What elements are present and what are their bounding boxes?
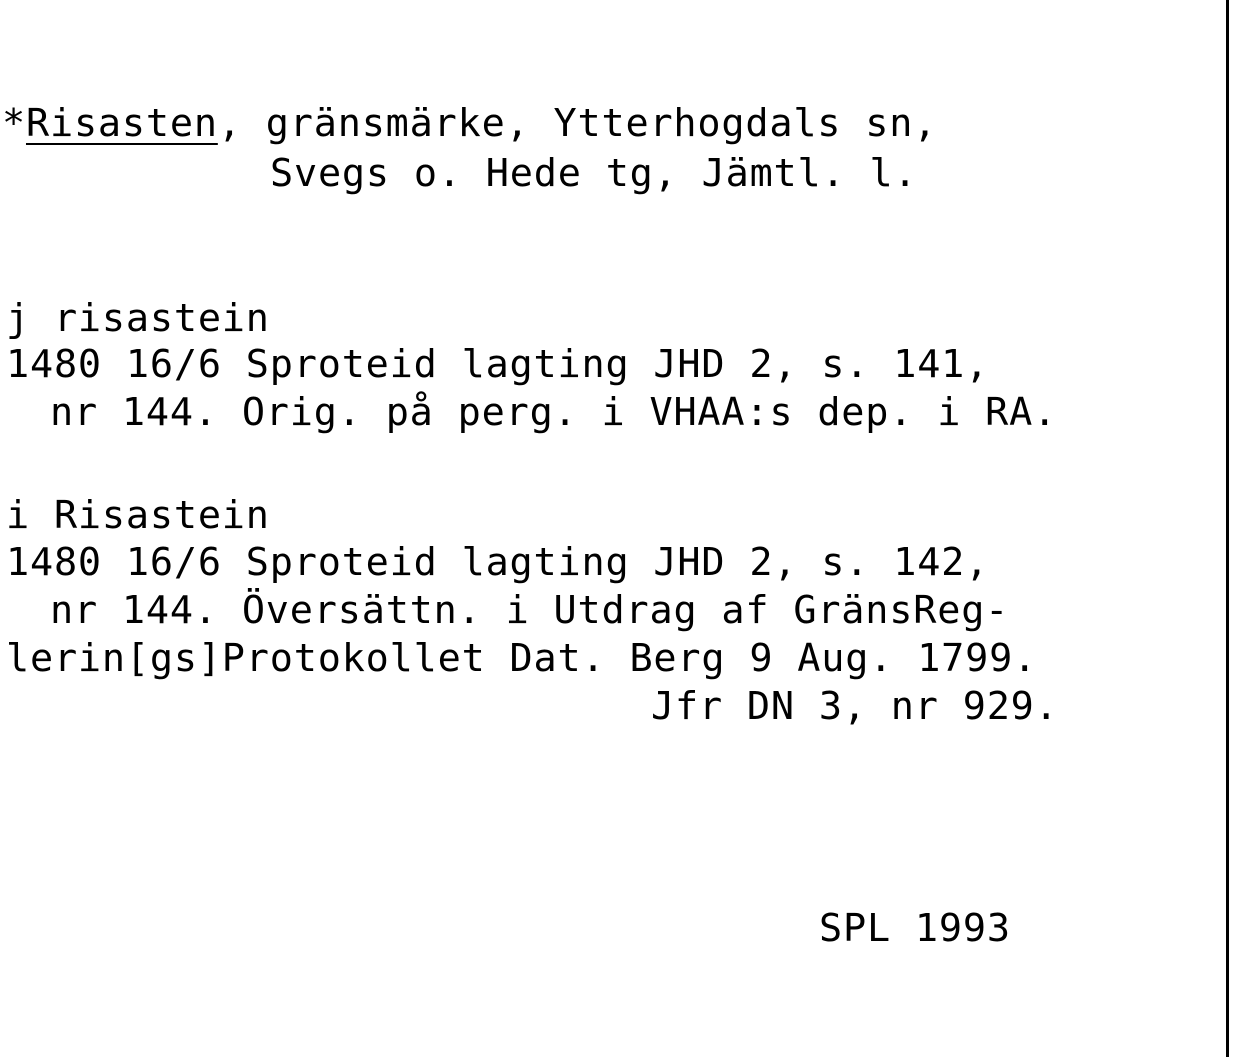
entry-1-note-line: nr 144. Orig. på perg. i VHAA:s dep. i RA. — [50, 390, 1058, 435]
location-line: Svegs o. Hede tg, Jämtl. l. — [270, 151, 918, 196]
entry-1-source-line: 1480 16/6 Sproteid lagting JHD 2, s. 141, — [6, 342, 990, 387]
entry-2-reference: Jfr DN 3, nr 929. — [651, 684, 1059, 729]
headword-line — [2, 100, 937, 148]
asterisk-marker: * — [2, 101, 26, 146]
card-edge-line — [1226, 0, 1229, 1057]
headword-description: , gränsmärke, Ytterhogdals sn, — [217, 101, 938, 146]
signature: SPL 1993 — [819, 906, 1011, 951]
headword: Risasten — [25, 101, 218, 146]
entry-2-note-line: nr 144. Översättn. i Utdrag af GränsReg- — [50, 588, 1010, 633]
entry-2-form: i Risastein — [6, 493, 270, 538]
entry-2-note-continuation: lerin[gs]Protokollet Dat. Berg 9 Aug. 1799. — [6, 636, 1038, 681]
entry-2-source-line: 1480 16/6 Sproteid lagting JHD 2, s. 142, — [6, 540, 990, 585]
entry-1-form: j risastein — [6, 296, 270, 341]
